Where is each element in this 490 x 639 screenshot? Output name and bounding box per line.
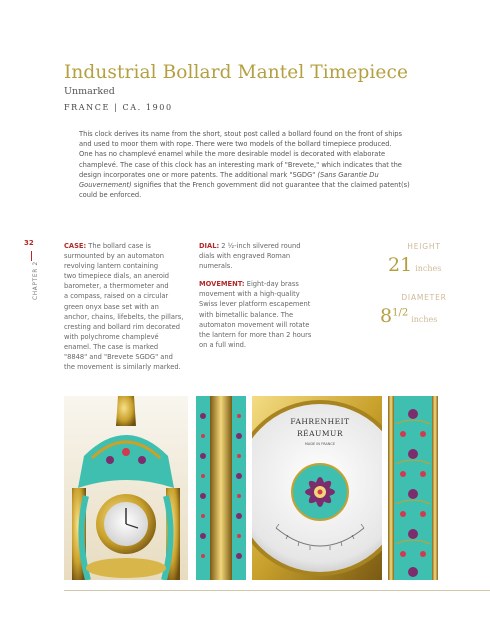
- page-title: Industrial Bollard Mantel Timepiece: [64, 62, 408, 83]
- height-value: 21 inches: [388, 254, 442, 276]
- intro-paragraph: This clock derives its name from the short, stout post called a bollard found on the front of ships and used to moor them with rope. There were two models of the bollard timepiece produced. One has no champlevé enamel while the more desirable model is decorated with elaborate champlevé. The case of this clock has an interesting mark of "Brevete," which indicates that the design incorporates one or more patents. The additional mark "SGDG" (Sans Garantie Du Gouvernement) signifies that the French government did not guarantee that the claimed patent(s) could be enforced.: [79, 130, 410, 200]
- height-label: HEIGHT: [407, 242, 441, 251]
- movement-label: MOVEMENT:: [199, 280, 245, 289]
- photo-enamel-pillars: [196, 396, 246, 580]
- reaumur-text: RÉAUMUR: [296, 429, 344, 438]
- diameter-label: DIAMETER: [401, 293, 447, 302]
- diameter-value: $8^{1/2}inches$: [380, 305, 438, 327]
- origin-date: FRANCE | CA. 1900: [64, 103, 173, 112]
- maker-mark: Unmarked: [64, 86, 115, 97]
- photo-enamel-column: [388, 396, 438, 580]
- photo-thermometer-dial: [252, 396, 382, 580]
- photo-lantern-top: [64, 396, 188, 580]
- made-in-france-text: MADE IN FRANCE: [304, 442, 336, 446]
- movement-description: MOVEMENT: Eight-day brass movement with a high-quality Swiss lever platform escapement with bimetallic balance. The automaton movement will rotate the lantern for more than 2 hours on a full wind.: [199, 280, 312, 349]
- fahrenheit-text: FAHRENHEIT: [290, 417, 350, 426]
- case-description: CASE: The bollard case is surmounted by an automaton revolving lantern containing two timepiece dials, an aneroid barometer, a thermometer and a compass, raised on a circular green onyx base set with an anchor, chains, lifebelts, the pillars, cresting and bollard rim decorated with polychrome champlevé enamel. The case is marked "8848" and "Brevete SGDG" and the movement is similarly marked.: [64, 242, 184, 372]
- chapter-label: CHAPTER 2: [33, 261, 39, 300]
- case-label: CASE:: [64, 242, 87, 250]
- page-number: 32: [24, 239, 34, 247]
- dial-movement-description: [199, 241, 321, 358]
- margin-rule: [31, 251, 32, 261]
- dial-description: DIAL: 2 ½-inch silvered round dials with engraved Roman numerals.: [199, 242, 301, 271]
- dial-label: DIAL:: [199, 242, 220, 250]
- footer-rule: [64, 590, 490, 591]
